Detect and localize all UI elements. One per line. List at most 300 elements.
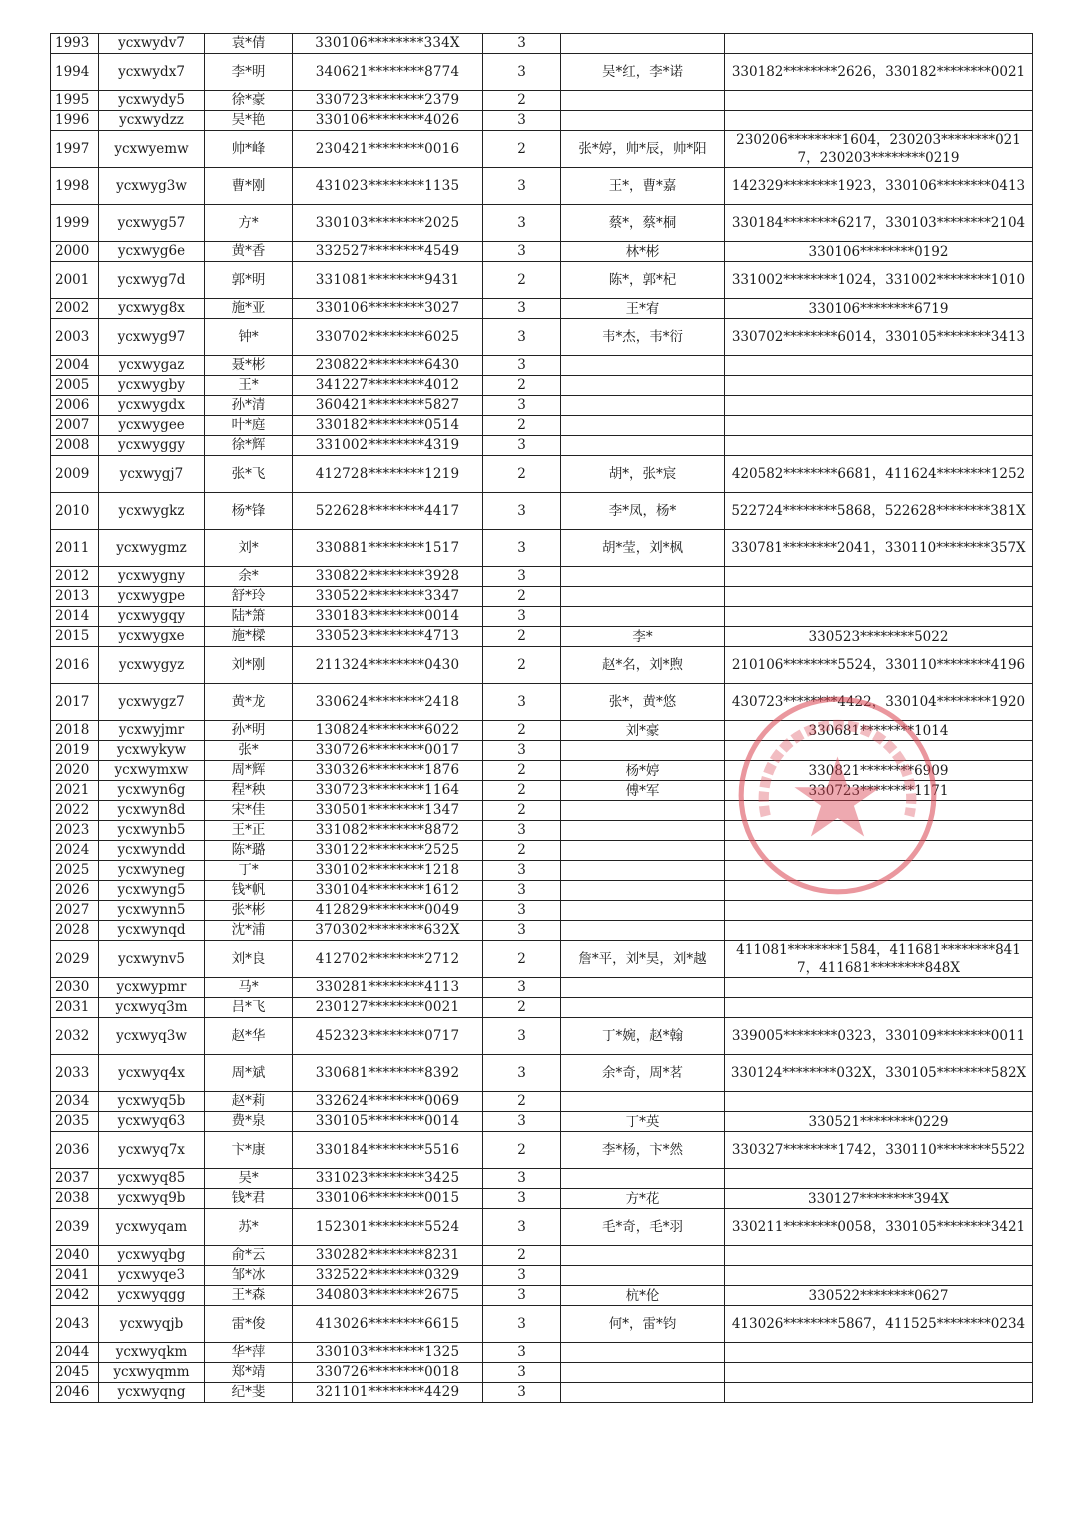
id-number-cell: 330103********1325: [293, 1343, 483, 1363]
family-members-cell: 刘*豪: [561, 721, 725, 741]
family-id-numbers-cell: [725, 587, 1033, 607]
row-number-cell: 2045: [51, 1363, 99, 1383]
account-code-cell: ycxwyq85: [99, 1169, 205, 1189]
row-number-cell: 2030: [51, 978, 99, 998]
table-row: [51, 356, 1033, 376]
table-row: [51, 1055, 1033, 1092]
account-code-cell: ycxwygny: [99, 567, 205, 587]
table-row: [51, 721, 1033, 741]
table-row: [51, 416, 1033, 436]
table-row: [51, 1169, 1033, 1189]
name-cell: 方*: [205, 205, 293, 242]
name-cell: 钱*君: [205, 1189, 293, 1209]
family-id-numbers-cell: 210106********5524，330110********4196: [725, 647, 1033, 684]
name-cell: 华*萍: [205, 1343, 293, 1363]
family-id-numbers-cell: 230206********1604，230203********0217，230203********0219: [725, 131, 1033, 168]
name-cell: 周*辉: [205, 761, 293, 781]
row-number-cell: 1998: [51, 168, 99, 205]
table-row: [51, 941, 1033, 978]
id-number-cell: 211324********0430: [293, 647, 483, 684]
family-members-cell: [561, 881, 725, 901]
table-row: [51, 741, 1033, 761]
name-cell: 沈*浦: [205, 921, 293, 941]
account-code-cell: ycxwyggy: [99, 436, 205, 456]
family-id-numbers-cell: [725, 1383, 1033, 1403]
row-number-cell: 2016: [51, 647, 99, 684]
name-cell: 施*樑: [205, 627, 293, 647]
row-number-cell: 1995: [51, 91, 99, 111]
household-count-cell: 3: [483, 1383, 561, 1403]
row-number-cell: 2029: [51, 941, 99, 978]
name-cell: 帅*峰: [205, 131, 293, 168]
family-id-numbers-cell: [725, 1246, 1033, 1266]
id-number-cell: 330501********1347: [293, 801, 483, 821]
family-id-numbers-cell: [725, 1169, 1033, 1189]
id-number-cell: 522628********4417: [293, 493, 483, 530]
household-count-cell: 2: [483, 781, 561, 801]
row-number-cell: 2039: [51, 1209, 99, 1246]
name-cell: 赵*莉: [205, 1092, 293, 1112]
family-members-cell: 杨*婷: [561, 761, 725, 781]
name-cell: 孙*明: [205, 721, 293, 741]
table-row: [51, 376, 1033, 396]
household-count-cell: 3: [483, 54, 561, 91]
name-cell: 钱*帆: [205, 881, 293, 901]
family-id-numbers-cell: [725, 376, 1033, 396]
household-count-cell: 3: [483, 881, 561, 901]
row-number-cell: 2031: [51, 998, 99, 1018]
row-number-cell: 2037: [51, 1169, 99, 1189]
id-number-cell: 152301********5524: [293, 1209, 483, 1246]
table-row: [51, 91, 1033, 111]
table-row: [51, 821, 1033, 841]
name-cell: 纪*斐: [205, 1383, 293, 1403]
family-id-numbers-cell: [725, 821, 1033, 841]
family-members-cell: 吴*红，李*诺: [561, 54, 725, 91]
family-id-numbers-cell: [725, 111, 1033, 131]
family-id-numbers-cell: [725, 841, 1033, 861]
row-number-cell: 2003: [51, 319, 99, 356]
id-number-cell: 332624********0069: [293, 1092, 483, 1112]
name-cell: 郭*明: [205, 262, 293, 299]
table-row: [51, 493, 1033, 530]
row-number-cell: 2006: [51, 396, 99, 416]
row-number-cell: 2015: [51, 627, 99, 647]
name-cell: 王*: [205, 376, 293, 396]
family-members-cell: [561, 356, 725, 376]
family-members-cell: 王*，曹*嘉: [561, 168, 725, 205]
account-code-cell: ycxwydy5: [99, 91, 205, 111]
family-id-numbers-cell: 330522********0627: [725, 1286, 1033, 1306]
family-members-cell: 韦*杰，韦*衍: [561, 319, 725, 356]
row-number-cell: 2002: [51, 299, 99, 319]
name-cell: 周*斌: [205, 1055, 293, 1092]
table-row: [51, 1209, 1033, 1246]
household-count-cell: 3: [483, 205, 561, 242]
name-cell: 叶*庭: [205, 416, 293, 436]
document-sheet: [50, 33, 1032, 1403]
table-row: [51, 587, 1033, 607]
family-id-numbers-cell: [725, 861, 1033, 881]
id-number-cell: 330681********8392: [293, 1055, 483, 1092]
table-row: [51, 242, 1033, 262]
id-number-cell: 332522********0329: [293, 1266, 483, 1286]
id-number-cell: 330282********8231: [293, 1246, 483, 1266]
name-cell: 赵*华: [205, 1018, 293, 1055]
id-number-cell: 452323********0717: [293, 1018, 483, 1055]
id-number-cell: 230421********0016: [293, 131, 483, 168]
family-id-numbers-cell: 330106********6719: [725, 299, 1033, 319]
family-id-numbers-cell: [725, 396, 1033, 416]
row-number-cell: 2040: [51, 1246, 99, 1266]
family-members-cell: 林*彬: [561, 242, 725, 262]
family-members-cell: 李*: [561, 627, 725, 647]
name-cell: 袁*倩: [205, 34, 293, 54]
row-number-cell: 2043: [51, 1306, 99, 1343]
table-row: [51, 299, 1033, 319]
id-number-cell: 330726********0018: [293, 1363, 483, 1383]
household-count-cell: 3: [483, 1055, 561, 1092]
account-code-cell: ycxwygqy: [99, 607, 205, 627]
account-code-cell: ycxwypmr: [99, 978, 205, 998]
name-cell: 宋*佳: [205, 801, 293, 821]
household-count-cell: 2: [483, 376, 561, 396]
family-id-numbers-cell: 330821********6909: [725, 761, 1033, 781]
id-number-cell: 330723********1164: [293, 781, 483, 801]
family-id-numbers-cell: 411081********1584，411681********8417，411681********848X: [725, 941, 1033, 978]
family-members-cell: [561, 998, 725, 1018]
row-number-cell: 2011: [51, 530, 99, 567]
account-code-cell: ycxwykyw: [99, 741, 205, 761]
table-row: [51, 1306, 1033, 1343]
household-count-cell: 2: [483, 416, 561, 436]
name-cell: 黄*龙: [205, 684, 293, 721]
family-id-numbers-cell: 142329********1923，330106********0413: [725, 168, 1033, 205]
household-count-cell: 3: [483, 1018, 561, 1055]
family-members-cell: [561, 741, 725, 761]
family-members-cell: [561, 416, 725, 436]
table-row: [51, 881, 1033, 901]
household-count-cell: 2: [483, 1246, 561, 1266]
account-code-cell: ycxwydv7: [99, 34, 205, 54]
family-id-numbers-cell: 420582********6681，411624********1252: [725, 456, 1033, 493]
id-number-cell: 331081********9431: [293, 262, 483, 299]
family-members-cell: [561, 821, 725, 841]
account-code-cell: ycxwyqmm: [99, 1363, 205, 1383]
id-number-cell: 330326********1876: [293, 761, 483, 781]
family-members-cell: 丁*英: [561, 1112, 725, 1132]
id-number-cell: 412728********1219: [293, 456, 483, 493]
id-number-cell: 330183********0014: [293, 607, 483, 627]
name-cell: 邹*冰: [205, 1266, 293, 1286]
family-members-cell: 余*奇，周*茗: [561, 1055, 725, 1092]
name-cell: 苏*: [205, 1209, 293, 1246]
name-cell: 卞*康: [205, 1132, 293, 1169]
account-code-cell: ycxwyg7d: [99, 262, 205, 299]
row-number-cell: 2028: [51, 921, 99, 941]
family-members-cell: 李*杨，卞*然: [561, 1132, 725, 1169]
table-row: [51, 861, 1033, 881]
household-count-cell: 2: [483, 801, 561, 821]
family-members-cell: 张*，黄*悠: [561, 684, 725, 721]
table-row: [51, 396, 1033, 416]
family-id-numbers-cell: [725, 91, 1033, 111]
family-members-cell: [561, 1363, 725, 1383]
name-cell: 丁*: [205, 861, 293, 881]
account-code-cell: ycxwyn6g: [99, 781, 205, 801]
household-count-cell: 2: [483, 91, 561, 111]
household-count-cell: 3: [483, 493, 561, 530]
account-code-cell: ycxwyq5b: [99, 1092, 205, 1112]
household-count-cell: 2: [483, 627, 561, 647]
row-number-cell: 1996: [51, 111, 99, 131]
row-number-cell: 2046: [51, 1383, 99, 1403]
row-number-cell: 2017: [51, 684, 99, 721]
name-cell: 孙*清: [205, 396, 293, 416]
household-count-cell: 3: [483, 1189, 561, 1209]
account-code-cell: ycxwyq3m: [99, 998, 205, 1018]
household-count-cell: 2: [483, 131, 561, 168]
family-members-cell: [561, 1092, 725, 1112]
family-id-numbers-cell: [725, 1092, 1033, 1112]
row-number-cell: 2021: [51, 781, 99, 801]
household-count-cell: 2: [483, 1092, 561, 1112]
table-row: [51, 111, 1033, 131]
household-count-cell: 3: [483, 1209, 561, 1246]
row-number-cell: 2036: [51, 1132, 99, 1169]
household-count-cell: 3: [483, 1169, 561, 1189]
family-members-cell: [561, 1169, 725, 1189]
account-code-cell: ycxwyq4x: [99, 1055, 205, 1092]
family-members-cell: 胡*莹，刘*枫: [561, 530, 725, 567]
id-number-cell: 341227********4012: [293, 376, 483, 396]
family-id-numbers-cell: [725, 901, 1033, 921]
row-number-cell: 2032: [51, 1018, 99, 1055]
table-row: [51, 998, 1033, 1018]
id-number-cell: 330281********4113: [293, 978, 483, 998]
id-number-cell: 331002********4319: [293, 436, 483, 456]
household-count-cell: 3: [483, 356, 561, 376]
name-cell: 舒*玲: [205, 587, 293, 607]
family-id-numbers-cell: 330182********2626，330182********0021: [725, 54, 1033, 91]
table-row: [51, 1112, 1033, 1132]
family-id-numbers-cell: [725, 1266, 1033, 1286]
account-code-cell: ycxwynqd: [99, 921, 205, 941]
household-count-cell: 2: [483, 647, 561, 684]
family-id-numbers-cell: 330781********2041，330110********357X: [725, 530, 1033, 567]
table-row: [51, 978, 1033, 998]
family-id-numbers-cell: 330702********6014，330105********3413: [725, 319, 1033, 356]
family-members-cell: [561, 396, 725, 416]
family-id-numbers-cell: 330723********1171: [725, 781, 1033, 801]
family-members-cell: [561, 901, 725, 921]
family-members-cell: [561, 1246, 725, 1266]
table-row: [51, 131, 1033, 168]
family-id-numbers-cell: 330127********394X: [725, 1189, 1033, 1209]
household-count-cell: 2: [483, 456, 561, 493]
account-code-cell: ycxwygby: [99, 376, 205, 396]
household-count-cell: 3: [483, 1343, 561, 1363]
table-row: [51, 801, 1033, 821]
table-row: [51, 1383, 1033, 1403]
name-cell: 张*飞: [205, 456, 293, 493]
table-row: [51, 456, 1033, 493]
family-id-numbers-cell: 339005********0323，330109********0011: [725, 1018, 1033, 1055]
account-code-cell: ycxwygz7: [99, 684, 205, 721]
table-row: [51, 647, 1033, 684]
row-number-cell: 2012: [51, 567, 99, 587]
household-count-cell: 3: [483, 530, 561, 567]
id-number-cell: 330702********6025: [293, 319, 483, 356]
row-number-cell: 2034: [51, 1092, 99, 1112]
row-number-cell: 2007: [51, 416, 99, 436]
account-code-cell: ycxwygaz: [99, 356, 205, 376]
name-cell: 刘*: [205, 530, 293, 567]
family-id-numbers-cell: [725, 921, 1033, 941]
table-row: [51, 921, 1033, 941]
id-number-cell: 330523********4713: [293, 627, 483, 647]
household-count-cell: 3: [483, 684, 561, 721]
family-id-numbers-cell: 330327********1742，330110********5522: [725, 1132, 1033, 1169]
row-number-cell: 2044: [51, 1343, 99, 1363]
account-code-cell: ycxwygxe: [99, 627, 205, 647]
account-code-cell: ycxwyndd: [99, 841, 205, 861]
account-code-cell: ycxwyg3w: [99, 168, 205, 205]
name-cell: 李*明: [205, 54, 293, 91]
id-number-cell: 330624********2418: [293, 684, 483, 721]
name-cell: 张*: [205, 741, 293, 761]
table-row: [51, 168, 1033, 205]
household-count-cell: 3: [483, 861, 561, 881]
id-number-cell: 331023********3425: [293, 1169, 483, 1189]
account-code-cell: ycxwyq63: [99, 1112, 205, 1132]
table-row: [51, 567, 1033, 587]
row-number-cell: 2009: [51, 456, 99, 493]
name-cell: 聂*彬: [205, 356, 293, 376]
account-code-cell: ycxwyqbg: [99, 1246, 205, 1266]
name-cell: 吕*飞: [205, 998, 293, 1018]
account-code-cell: ycxwyq7x: [99, 1132, 205, 1169]
family-members-cell: [561, 1343, 725, 1363]
row-number-cell: 2004: [51, 356, 99, 376]
table-row: [51, 1343, 1033, 1363]
family-members-cell: [561, 91, 725, 111]
row-number-cell: 2033: [51, 1055, 99, 1092]
account-code-cell: ycxwyq3w: [99, 1018, 205, 1055]
name-cell: 杨*锋: [205, 493, 293, 530]
row-number-cell: 2005: [51, 376, 99, 396]
household-count-cell: 3: [483, 1306, 561, 1343]
row-number-cell: 2018: [51, 721, 99, 741]
name-cell: 马*: [205, 978, 293, 998]
household-count-cell: 2: [483, 761, 561, 781]
family-members-cell: 陈*，郭*杞: [561, 262, 725, 299]
table-row: [51, 627, 1033, 647]
id-number-cell: 330182********0514: [293, 416, 483, 436]
name-cell: 徐*辉: [205, 436, 293, 456]
family-id-numbers-cell: [725, 567, 1033, 587]
name-cell: 吴*: [205, 1169, 293, 1189]
id-number-cell: 330106********0015: [293, 1189, 483, 1209]
id-number-cell: 330881********1517: [293, 530, 483, 567]
family-members-cell: [561, 841, 725, 861]
id-number-cell: 360421********5827: [293, 396, 483, 416]
account-code-cell: ycxwyqkm: [99, 1343, 205, 1363]
id-number-cell: 330106********4026: [293, 111, 483, 131]
account-code-cell: ycxwyg57: [99, 205, 205, 242]
family-members-cell: [561, 801, 725, 821]
family-id-numbers-cell: 413026********5867，411525********0234: [725, 1306, 1033, 1343]
family-members-cell: 杭*伦: [561, 1286, 725, 1306]
id-number-cell: 330184********5516: [293, 1132, 483, 1169]
family-id-numbers-cell: [725, 998, 1033, 1018]
family-members-cell: [561, 1383, 725, 1403]
name-cell: 刘*良: [205, 941, 293, 978]
account-code-cell: ycxwygkz: [99, 493, 205, 530]
household-count-cell: 3: [483, 1112, 561, 1132]
name-cell: 余*: [205, 567, 293, 587]
family-members-cell: 何*，雷*钧: [561, 1306, 725, 1343]
family-id-numbers-cell: 330523********5022: [725, 627, 1033, 647]
row-number-cell: 2022: [51, 801, 99, 821]
family-members-cell: 胡*，张*宸: [561, 456, 725, 493]
household-count-cell: 2: [483, 841, 561, 861]
household-count-cell: 2: [483, 941, 561, 978]
name-cell: 钟*: [205, 319, 293, 356]
household-count-cell: 3: [483, 1286, 561, 1306]
household-count-cell: 2: [483, 998, 561, 1018]
table-row: [51, 684, 1033, 721]
id-number-cell: 330723********2379: [293, 91, 483, 111]
row-number-cell: 2019: [51, 741, 99, 761]
family-id-numbers-cell: [725, 356, 1033, 376]
household-count-cell: 3: [483, 901, 561, 921]
id-number-cell: 330102********1218: [293, 861, 483, 881]
family-id-numbers-cell: [725, 1363, 1033, 1383]
family-id-numbers-cell: 331002********1024，331002********1010: [725, 262, 1033, 299]
table-row: [51, 841, 1033, 861]
row-number-cell: 2014: [51, 607, 99, 627]
row-number-cell: 1999: [51, 205, 99, 242]
household-count-cell: 3: [483, 242, 561, 262]
account-code-cell: ycxwynv5: [99, 941, 205, 978]
household-count-cell: 3: [483, 567, 561, 587]
household-count-cell: 2: [483, 262, 561, 299]
family-id-numbers-cell: [725, 1343, 1033, 1363]
table-row: [51, 1286, 1033, 1306]
account-code-cell: ycxwyqjb: [99, 1306, 205, 1343]
row-number-cell: 2024: [51, 841, 99, 861]
records-table-body: [51, 34, 1033, 1403]
household-count-cell: 3: [483, 978, 561, 998]
table-row: [51, 1363, 1033, 1383]
row-number-cell: 1997: [51, 131, 99, 168]
household-count-cell: 3: [483, 436, 561, 456]
name-cell: 黄*香: [205, 242, 293, 262]
account-code-cell: ycxwygdx: [99, 396, 205, 416]
id-number-cell: 330105********0014: [293, 1112, 483, 1132]
table-row: [51, 1018, 1033, 1055]
family-id-numbers-cell: [725, 607, 1033, 627]
account-code-cell: ycxwyqgg: [99, 1286, 205, 1306]
account-code-cell: ycxwydzz: [99, 111, 205, 131]
row-number-cell: 1993: [51, 34, 99, 54]
id-number-cell: 321101********4429: [293, 1383, 483, 1403]
name-cell: 郑*靖: [205, 1363, 293, 1383]
table-row: [51, 319, 1033, 356]
table-row: [51, 1266, 1033, 1286]
account-code-cell: ycxwynb5: [99, 821, 205, 841]
